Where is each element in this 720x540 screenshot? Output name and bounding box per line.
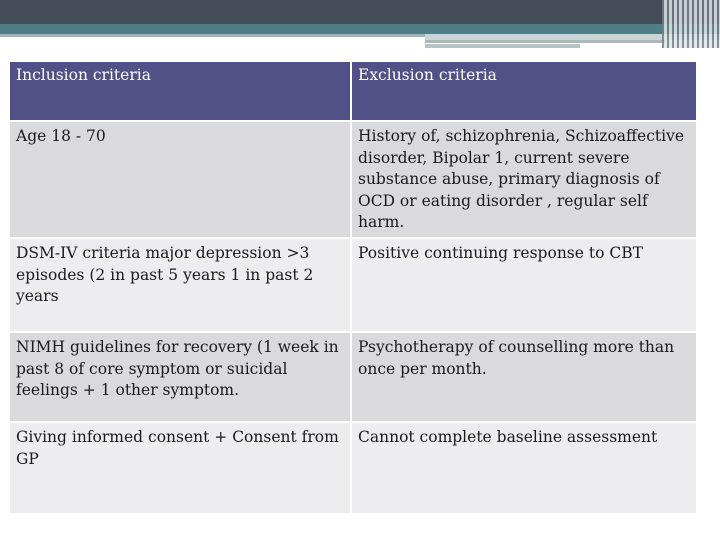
inclusion-cell: DSM-IV criteria major depression >3 episodes (2 in past 5 years 1 in past 2 years	[9, 238, 351, 332]
exclusion-cell: Positive continuing response to CBT	[351, 238, 697, 332]
header-inclusion-criteria: Inclusion criteria	[9, 61, 351, 121]
inclusion-cell: Age 18 - 70	[9, 121, 351, 238]
banner-stripes	[662, 0, 720, 48]
inclusion-cell: NIMH guidelines for recovery (1 week in past 8 of core symptom or suicidal feelings + 1 other symptom.	[9, 332, 351, 422]
banner-accent-line	[425, 44, 580, 48]
table-row	[9, 121, 697, 238]
table-header-row	[9, 61, 697, 121]
inclusion-cell: Giving informed consent + Consent from GP	[9, 422, 351, 514]
criteria-table	[8, 60, 698, 515]
banner-accent-line	[425, 40, 665, 43]
table-row	[9, 238, 697, 332]
slide-header-banner	[0, 0, 720, 50]
banner-dark-band	[0, 0, 720, 24]
banner-teal-band	[0, 24, 720, 34]
exclusion-cell: Psychotherapy of counselling more than once per month.	[351, 332, 697, 422]
table-row	[9, 422, 697, 514]
table-row	[9, 332, 697, 422]
exclusion-cell: History of, schizophrenia, Schizoaffective disorder, Bipolar 1, current severe substance abuse, primary diagnosis of OCD or eating disorder , regular self harm.	[351, 121, 697, 238]
exclusion-cell: Cannot complete baseline assessment	[351, 422, 697, 514]
header-exclusion-criteria: Exclusion criteria	[351, 61, 697, 121]
